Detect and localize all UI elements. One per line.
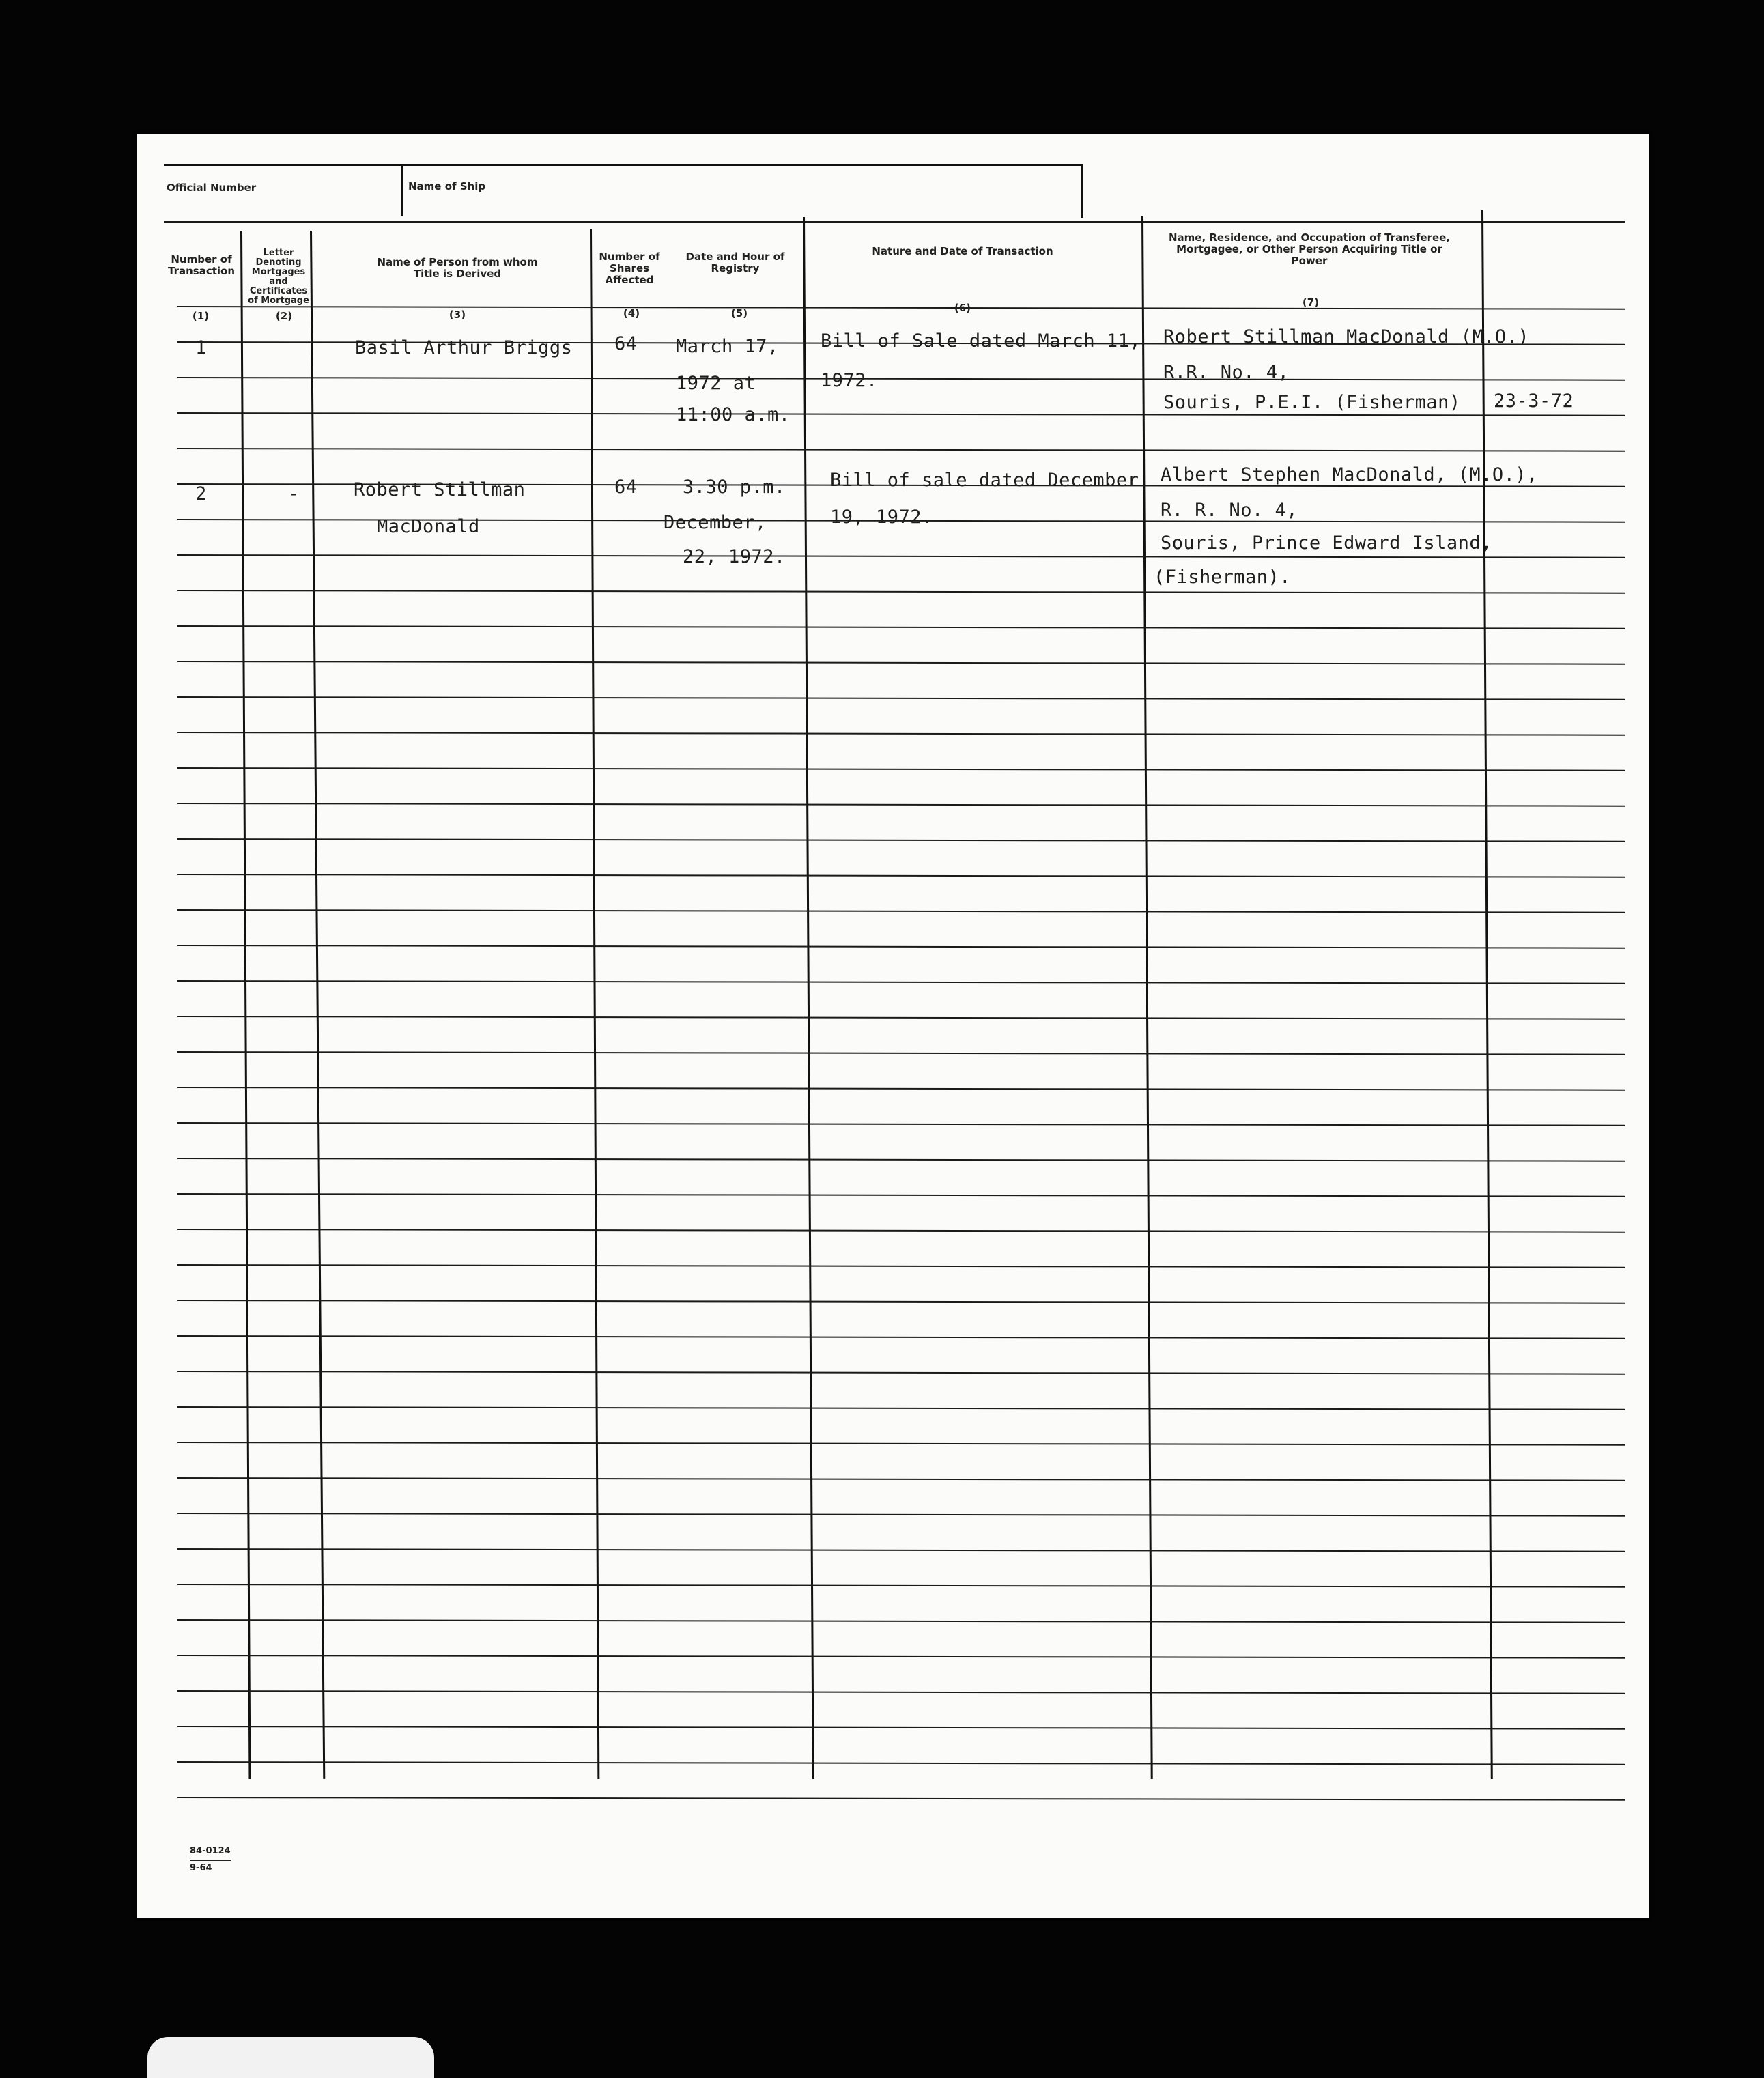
header-box (164, 164, 1083, 218)
row-rule (177, 590, 1625, 594)
form-date: 9-64 (190, 1863, 212, 1873)
header-divider (401, 164, 403, 216)
column-rule (1481, 210, 1493, 1779)
row-rule (177, 838, 1625, 842)
row-rule (177, 1584, 1625, 1588)
row-rule (177, 1655, 1625, 1659)
row-rule (177, 1016, 1625, 1020)
row-rule (177, 732, 1625, 736)
entry2-registry-line3: 22, 1972. (683, 546, 786, 567)
col1-heading: Number of Transaction (167, 253, 236, 277)
col6-number: (6) (954, 302, 971, 314)
col1-number: (1) (192, 310, 210, 322)
row-rule (177, 874, 1625, 878)
official-number-label: Official Number (167, 182, 257, 194)
entry2-letter: - (288, 483, 300, 504)
row-rule (177, 1406, 1625, 1410)
entry2-acquirer-line4: (Fisherman). (1154, 567, 1292, 588)
entry2-from-line1: Robert Stillman (354, 479, 526, 500)
row-rule (177, 1371, 1625, 1375)
row-rule (177, 661, 1625, 665)
form-number (190, 1844, 231, 1876)
entry2-from-line2: MacDonald (377, 516, 480, 537)
col7-number: (7) (1302, 296, 1320, 309)
header-rule (164, 221, 1625, 223)
column-rule (803, 217, 814, 1779)
entry2-nature-line1: Bill of sale dated December (830, 470, 1139, 491)
row-rule (177, 1122, 1625, 1126)
entry1-number: 1 (195, 337, 207, 358)
entry1-nature-line2: 1972. (821, 370, 878, 391)
col7-heading: Name, Residence, and Occupation of Transferee, Mortgagee, or Other Person Acquiring Title or Power (1168, 231, 1451, 267)
column-rule (240, 231, 251, 1779)
entry1-shares: 64 (614, 333, 638, 354)
entry2-acquirer-line3: Souris, Prince Edward Island, (1161, 532, 1492, 554)
entry1-registry-line3: 11:00 a.m. (676, 404, 791, 425)
entry2-acquirer-line1: Albert Stephen MacDonald, (M.O.), (1161, 464, 1538, 485)
entry1-acquirer-line3: Souris, P.E.I. (Fisherman) (1163, 392, 1461, 413)
col4-heading: Number of Shares Affected (599, 251, 660, 286)
row-rule (177, 1726, 1625, 1730)
entry2-registry-line2: December, (664, 512, 767, 533)
col3-heading: Name of Person from whom Title is Derived (377, 256, 538, 280)
entry2-nature-line2: 19, 1972. (830, 507, 933, 528)
row-rule (177, 803, 1625, 807)
entry1-from-line1: Basil Arthur Briggs (355, 337, 573, 358)
col2-number: (2) (275, 310, 293, 322)
row-rule (177, 1442, 1625, 1446)
ship-name-label: Name of Ship (408, 180, 486, 193)
row-rule (177, 696, 1625, 700)
row-rule (177, 377, 1625, 381)
form-code: 84-0124 (190, 1844, 231, 1861)
entry1-acquirer-line2: R.R. No. 4, (1163, 362, 1290, 383)
row-rule (177, 1158, 1625, 1162)
row-rule (177, 1690, 1625, 1694)
row-rule (177, 945, 1625, 949)
entry1-registry-line2: 1972 at (676, 373, 756, 394)
entry2-acquirer-line2: R. R. No. 4, (1161, 500, 1298, 521)
column-rule (590, 229, 599, 1779)
entry2-number: 2 (195, 483, 207, 504)
col4-number: (4) (623, 307, 640, 319)
row-rule (177, 909, 1625, 913)
row-rule (177, 1335, 1625, 1339)
entry1-nature-line1: Bill of Sale dated March 11, (821, 330, 1141, 352)
entry2-registry-line1: 3.30 p.m. (683, 476, 786, 498)
col2-heading: Letter Denoting Mortgages and Certificates of Mortgage (248, 248, 309, 306)
entry2-shares: 64 (614, 476, 638, 498)
row-rule (177, 1548, 1625, 1552)
row-rule (177, 1761, 1625, 1765)
col5-number: (5) (730, 307, 748, 319)
entry1-acquirer-line1: Robert Stillman MacDonald (M.O.) (1163, 326, 1530, 347)
entry1-registry-line1: March 17, (676, 336, 779, 357)
row-rule (177, 1513, 1625, 1517)
col3-number: (3) (449, 309, 466, 321)
bottom-tab (147, 2037, 434, 2078)
row-rule (177, 1229, 1625, 1233)
row-rule (177, 980, 1625, 984)
row-rule (177, 1087, 1625, 1091)
col5-heading: Date and Hour of Registry (685, 251, 785, 274)
row-rule (177, 1264, 1625, 1268)
row-rule (177, 554, 1625, 558)
row-rule (177, 1300, 1625, 1304)
entry1-note: 23-3-72 (1494, 390, 1574, 412)
row-rule (177, 625, 1625, 629)
row-rule (177, 1051, 1625, 1055)
register-page (137, 134, 1649, 1918)
row-rule (177, 1619, 1625, 1623)
row-rule (177, 1797, 1625, 1801)
row-rule (177, 448, 1625, 452)
col6-heading: Nature and Date of Transaction (872, 245, 1053, 257)
row-rule (177, 1193, 1625, 1197)
row-rule (177, 767, 1625, 771)
row-rule (177, 1477, 1625, 1481)
column-rule (310, 231, 325, 1779)
